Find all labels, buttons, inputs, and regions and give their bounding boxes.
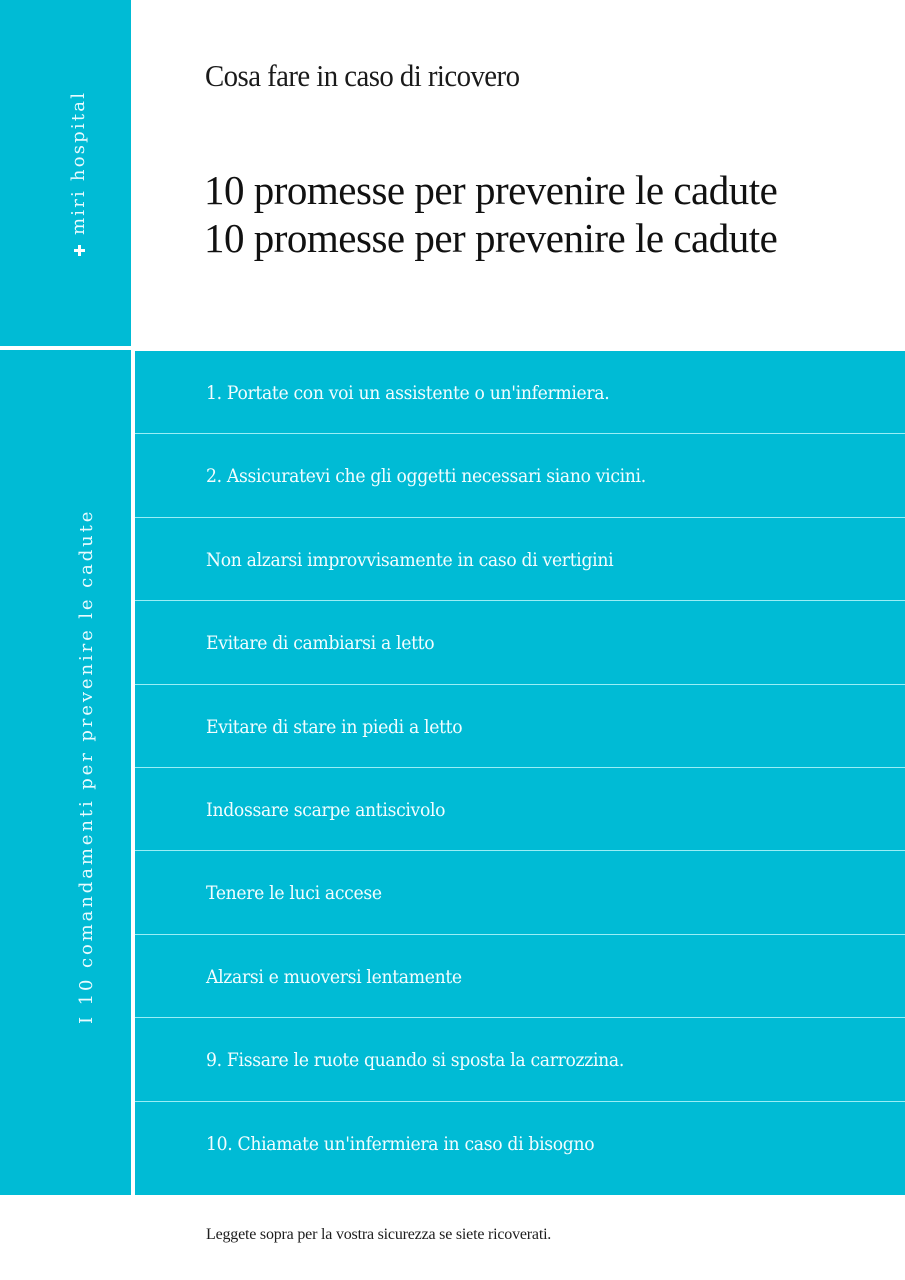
list-item-text: Indossare scarpe antiscivolo: [206, 799, 446, 821]
list-item-text: 2. Assicuratevi che gli oggetti necessari siano vicini.: [206, 466, 646, 488]
list-item: [135, 851, 905, 934]
rules-list: [135, 351, 905, 1195]
brand-label: [70, 91, 88, 256]
title-line-1: 10 promesse per prevenire le cadute: [204, 167, 778, 213]
list-item-text: Evitare di stare in piedi a letto: [206, 716, 463, 738]
list-item-text: Tenere le luci accese: [206, 883, 382, 905]
footer-note: Leggete sopra per la vostra sicurezza se siete ricoverati.: [206, 1226, 552, 1243]
list-item: [135, 1018, 905, 1101]
list-item: [135, 434, 905, 517]
list-item-text: Non alzarsi improvvisamente in caso di vertigini: [206, 549, 614, 571]
sidebar-panel: [0, 350, 131, 1195]
brand-panel: [0, 0, 131, 346]
title-line-2: 10 promesse per prevenire le cadute: [204, 215, 778, 261]
list-item-text: 10. Chiamate un'infermiera in caso di bisogno: [206, 1133, 595, 1155]
list-item: [135, 351, 905, 434]
list-item-text: Evitare di cambiarsi a letto: [206, 633, 435, 655]
list-item: [135, 601, 905, 684]
brand-name: miri hospital: [68, 90, 89, 235]
page-title: [204, 166, 777, 262]
page-subtitle: Cosa fare in caso di ricovero: [205, 58, 520, 93]
list-item-text: 1. Portate con voi un assistente o un'infermiera.: [206, 383, 610, 404]
list-item: [135, 518, 905, 601]
list-item: [135, 768, 905, 851]
list-item-text: Alzarsi e muoversi lentamente: [206, 966, 462, 988]
list-item: [135, 935, 905, 1018]
sidebar-vertical-label: I 10 comandamenti per prevenire le cadute: [76, 508, 97, 1024]
list-item: [135, 685, 905, 768]
list-item-text: 9. Fissare le ruote quando si sposta la carrozzina.: [206, 1050, 625, 1072]
cross-icon: [74, 245, 85, 256]
list-item: [135, 1102, 905, 1195]
